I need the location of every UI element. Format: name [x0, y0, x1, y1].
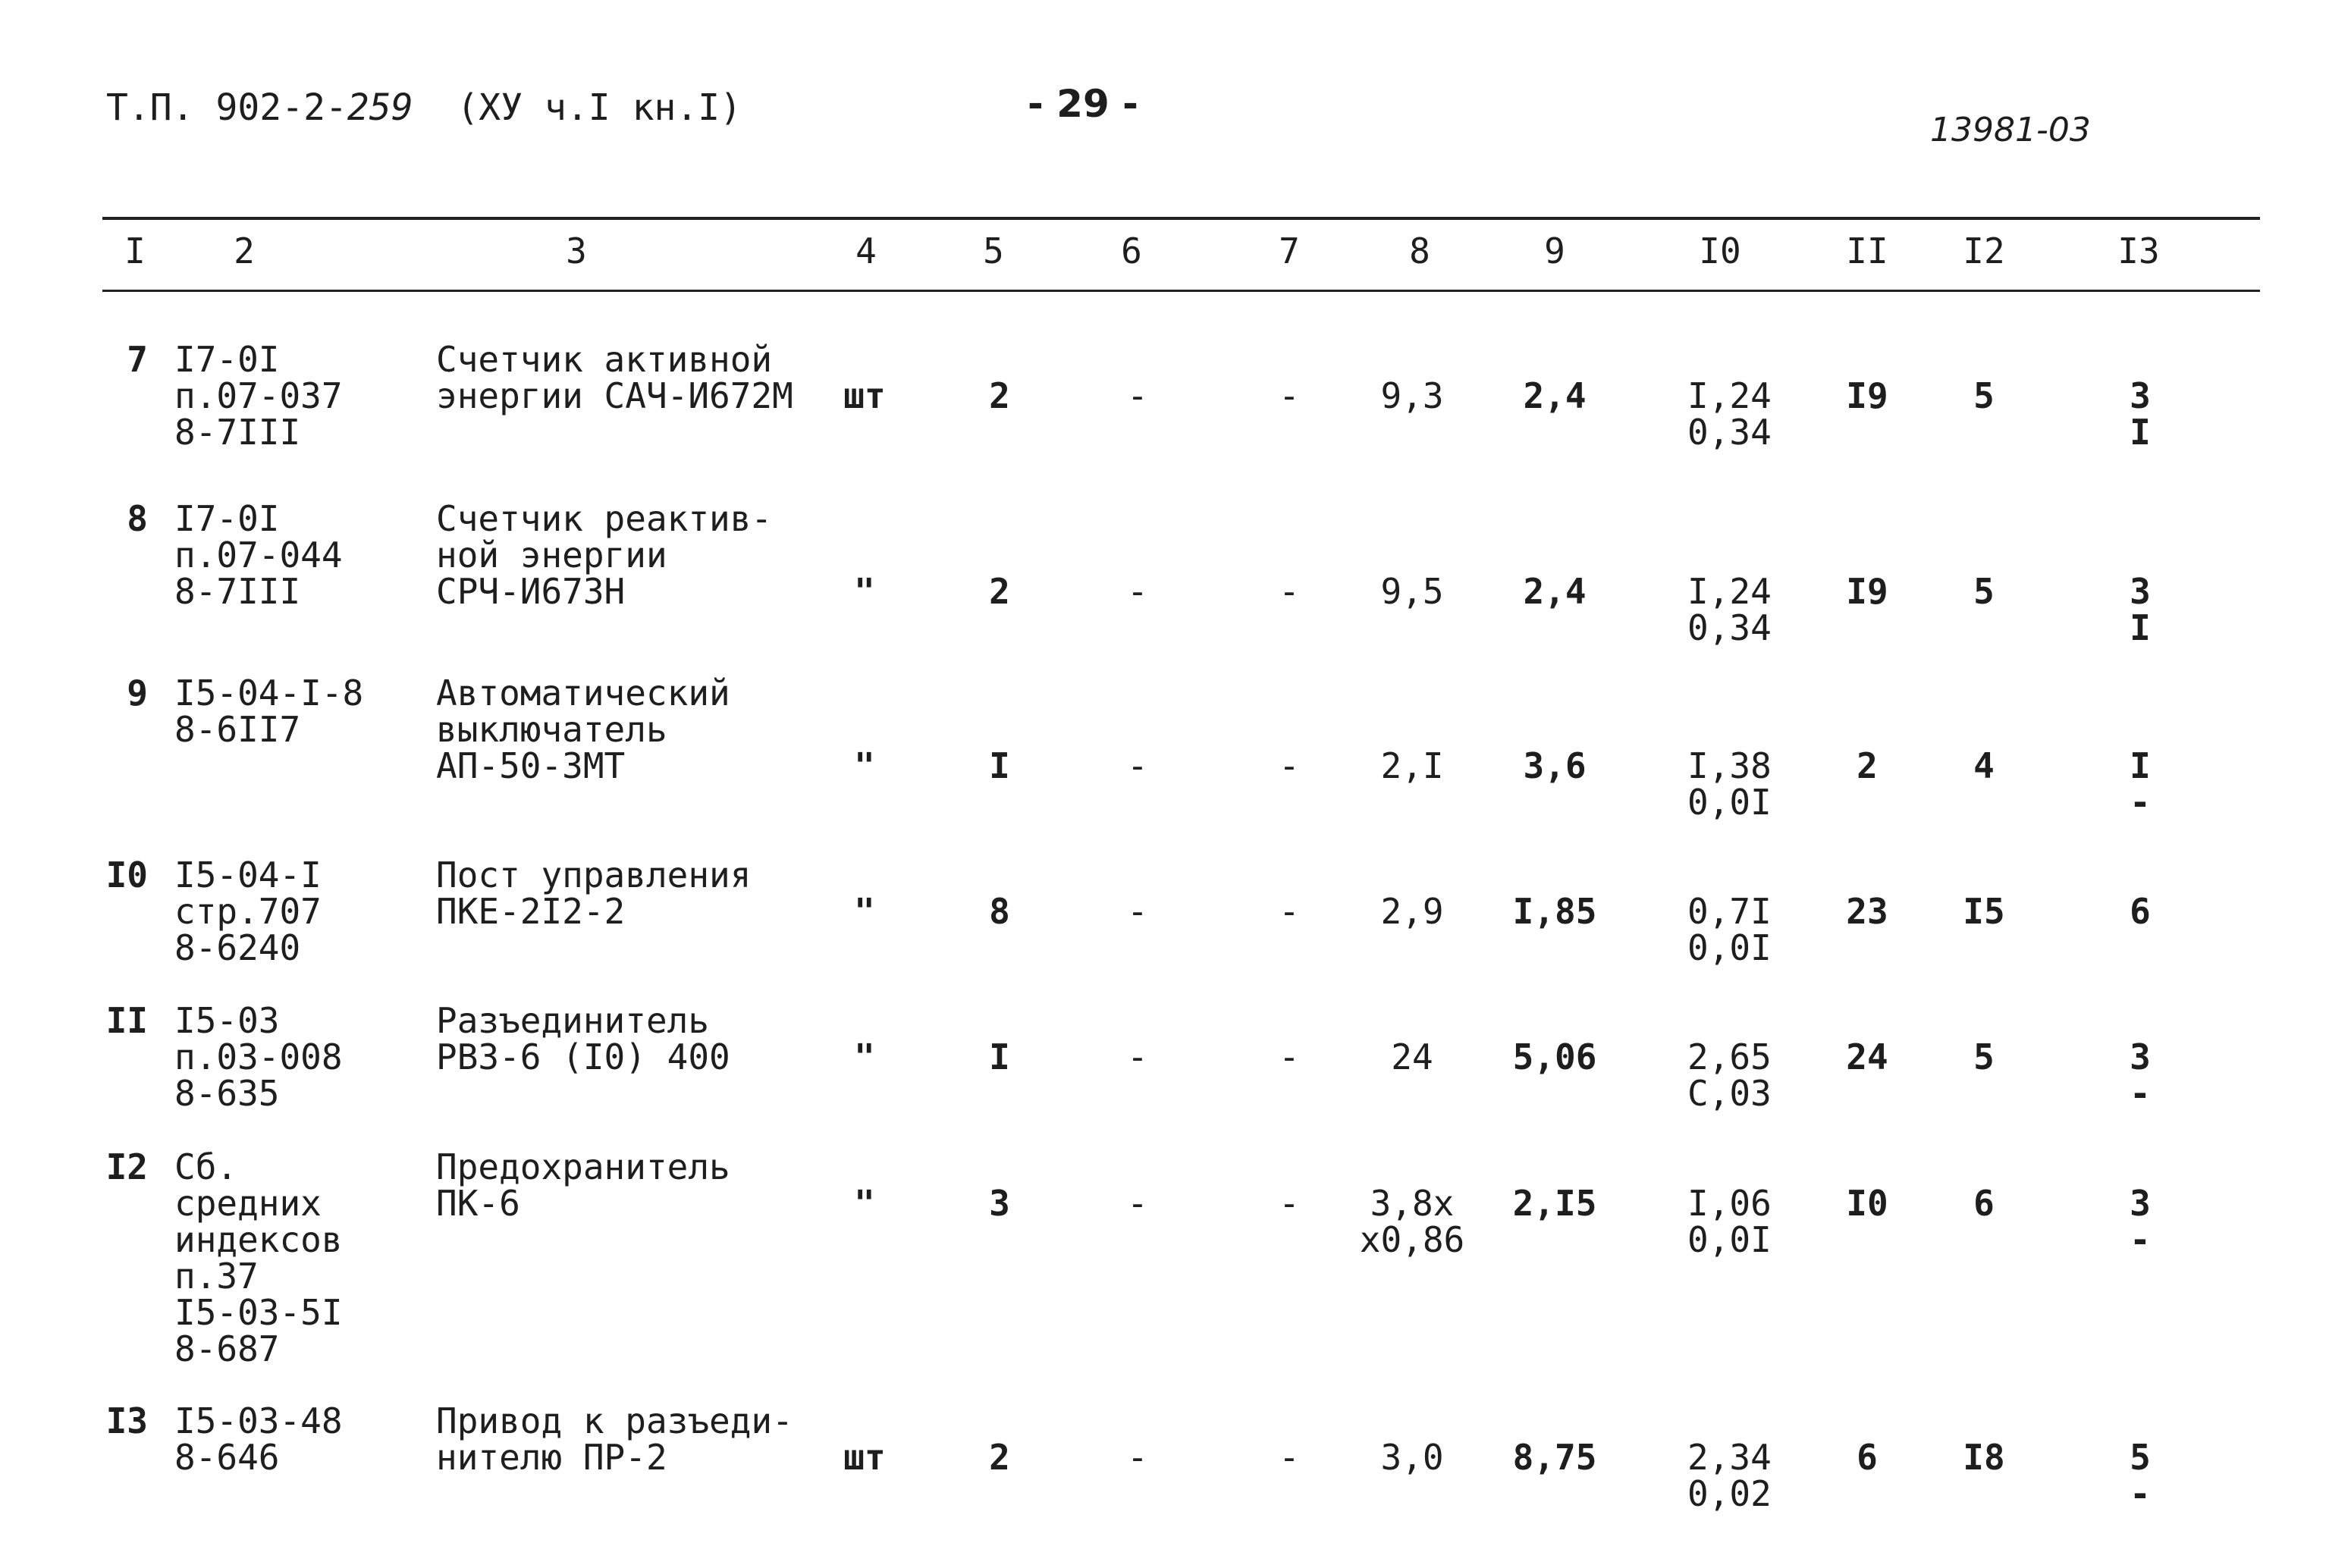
cell-name — [436, 1146, 730, 1224]
cell-c9 — [1512, 1036, 1597, 1077]
column-header: 3 — [566, 230, 587, 271]
page-number: - 29 - — [1028, 82, 1138, 126]
doc-ref-text: Т.П. 902-2- — [106, 86, 347, 129]
cell-code — [174, 1002, 343, 1112]
cell-num — [105, 1146, 148, 1187]
cell-c7 — [1279, 1036, 1300, 1077]
cell-c9 — [1512, 1183, 1597, 1224]
cell-line: " — [854, 891, 875, 932]
cell-c9 — [1512, 1437, 1597, 1478]
cell-c7 — [1279, 893, 1300, 930]
cell-line: 24 — [1391, 1036, 1433, 1077]
cell-line: 0,7I — [1687, 891, 1772, 932]
cell-line: РВЗ-6 (I0) 400 — [436, 1036, 730, 1077]
cell-c7 — [1279, 745, 1300, 786]
cell-line: 3 — [989, 1183, 1010, 1224]
cell-line: - — [1279, 891, 1300, 932]
cell-unit — [843, 1437, 886, 1478]
cell-line: - — [1127, 375, 1148, 416]
cell-line: 23 — [1846, 891, 1888, 932]
table-top-rule — [102, 217, 2260, 220]
cell-c8 — [1380, 745, 1444, 786]
cell-name — [436, 341, 793, 414]
cell-unit — [854, 893, 875, 930]
cell-line: 3 — [2130, 571, 2151, 612]
cell-line: - — [1279, 745, 1300, 786]
cell-line: 8-7III — [174, 571, 301, 612]
cell-line: I9 — [1846, 375, 1888, 416]
cell-line: I3 — [105, 1400, 148, 1441]
cell-line: п.03-008 — [174, 1036, 343, 1077]
cell-line: 0,34 — [1687, 607, 1772, 648]
cell-line: СРЧ-И673Н — [436, 571, 626, 612]
cell-line: АП-50-3МТ — [436, 745, 626, 786]
cell-c11 — [1846, 375, 1888, 416]
cell-name — [436, 500, 772, 610]
cell-line: I,06 — [1687, 1183, 1772, 1224]
cell-qty — [989, 893, 1010, 930]
cell-line: 5 — [1973, 571, 1995, 612]
cell-qty — [989, 375, 1010, 416]
cell-line: Пост управления — [436, 855, 752, 895]
cell-c10 — [1687, 1036, 1772, 1114]
cell-qty — [989, 1183, 1010, 1224]
cell-unit — [854, 745, 875, 786]
cell-line: - — [1127, 1437, 1148, 1478]
column-header: I — [124, 230, 146, 271]
cell-line: I,24 — [1687, 571, 1772, 612]
cell-line: х0,86 — [1359, 1219, 1465, 1260]
cell-line: ПК-6 — [436, 1183, 520, 1224]
column-header: 8 — [1409, 230, 1430, 271]
cell-line: I0 — [1846, 1183, 1888, 1224]
cell-line: I,24 — [1687, 375, 1772, 416]
cell-line: - — [1279, 1183, 1300, 1224]
cell-line: 5 — [1973, 375, 1995, 416]
cell-line: I0 — [105, 855, 148, 895]
cell-c12 — [1973, 1036, 1995, 1077]
cell-c7 — [1279, 573, 1300, 610]
cell-c13 — [2130, 745, 2151, 823]
cell-line: 6 — [1857, 1437, 1878, 1478]
cell-line: 8-635 — [174, 1073, 280, 1114]
cell-line: Разъединитель — [436, 1000, 710, 1041]
cell-code — [174, 857, 322, 966]
cell-c8 — [1360, 1185, 1464, 1258]
cell-line: " — [854, 745, 875, 786]
cell-line: выключатель — [436, 709, 667, 750]
cell-c11 — [1846, 893, 1888, 930]
document-reference — [106, 86, 742, 129]
cell-line: 0,0I — [1687, 782, 1772, 823]
column-header: II — [1846, 230, 1888, 271]
cell-line: стр.707 — [174, 891, 322, 932]
cell-c10 — [1687, 893, 1772, 966]
cell-c13 — [2130, 1439, 2151, 1512]
cell-c8 — [1380, 375, 1444, 416]
cell-name — [436, 1400, 793, 1478]
cell-line: - — [1127, 891, 1148, 932]
cell-unit — [854, 1036, 875, 1077]
archive-code: 13981-03 — [1930, 111, 2091, 149]
cell-c12 — [1973, 1183, 1995, 1224]
cell-line: I — [989, 1036, 1010, 1077]
cell-line: II — [105, 1000, 148, 1041]
cell-c10 — [1687, 375, 1772, 453]
cell-line: 2 — [989, 571, 1010, 612]
cell-line: 8-6II7 — [174, 709, 301, 750]
cell-c7 — [1279, 375, 1300, 416]
cell-line: индексов — [174, 1219, 343, 1260]
cell-c6 — [1127, 745, 1148, 786]
cell-c11 — [1846, 573, 1888, 610]
cell-line: 7 — [127, 339, 148, 380]
cell-line: - — [2130, 1073, 2151, 1114]
cell-line: ной энергии — [436, 535, 667, 575]
cell-num — [127, 675, 148, 711]
cell-line: 3,6 — [1523, 745, 1587, 786]
cell-line: 9,5 — [1380, 571, 1444, 612]
cell-c12 — [1973, 375, 1995, 416]
cell-line: - — [1127, 1036, 1148, 1077]
cell-line: 2 — [989, 1437, 1010, 1478]
column-header: 2 — [234, 230, 255, 271]
cell-c12 — [1963, 893, 2004, 930]
cell-c7 — [1279, 1183, 1300, 1224]
column-header: 9 — [1544, 230, 1565, 271]
cell-unit — [854, 573, 875, 610]
cell-line: I5-03-5I — [174, 1292, 343, 1333]
cell-c11 — [1846, 1183, 1888, 1224]
cell-num — [127, 341, 148, 378]
cell-line: 2,34 — [1687, 1437, 1772, 1478]
cell-line: " — [854, 1183, 875, 1224]
cell-line: - — [2130, 782, 2151, 823]
cell-line: 2 — [1857, 745, 1878, 786]
cell-line: 2,9 — [1380, 891, 1444, 932]
doc-ref-handwritten: 259 — [347, 86, 413, 129]
cell-line: Автоматический — [436, 673, 730, 713]
cell-line: 2,4 — [1523, 571, 1587, 612]
cell-qty — [989, 1036, 1010, 1077]
cell-c6 — [1127, 893, 1148, 930]
cell-c13 — [2130, 573, 2151, 646]
cell-line: I5-03 — [174, 1000, 280, 1041]
cell-line: I5 — [1963, 891, 2005, 932]
cell-line: I,38 — [1687, 745, 1772, 786]
cell-c8 — [1380, 893, 1443, 930]
cell-c10 — [1687, 573, 1772, 646]
cell-qty — [989, 573, 1010, 610]
cell-line: - — [1279, 571, 1300, 612]
cell-line: - — [1279, 375, 1300, 416]
cell-line: 5 — [1973, 1036, 1995, 1077]
cell-c11 — [1857, 745, 1878, 786]
cell-num — [105, 1400, 148, 1441]
column-header: I0 — [1699, 230, 1741, 271]
cell-line: 9 — [127, 673, 148, 713]
cell-line: I5-04-I-8 — [174, 673, 364, 713]
cell-line: 5,06 — [1512, 1036, 1597, 1077]
cell-line: 2,65 — [1687, 1036, 1772, 1077]
cell-c8 — [1380, 573, 1443, 610]
cell-line: нителю ПР-2 — [436, 1437, 667, 1478]
cell-line: - — [1127, 745, 1148, 786]
column-header: 5 — [983, 230, 1004, 271]
column-header: I3 — [2117, 230, 2160, 271]
cell-name — [436, 857, 751, 930]
cell-line: I9 — [1846, 571, 1888, 612]
cell-line: - — [2130, 1473, 2151, 1514]
cell-c12 — [1973, 745, 1995, 786]
cell-c10 — [1687, 1439, 1772, 1512]
column-header: 6 — [1121, 230, 1142, 271]
cell-line: - — [1127, 571, 1148, 612]
column-header: 7 — [1279, 230, 1300, 271]
cell-c6 — [1127, 573, 1148, 610]
cell-num — [106, 857, 148, 893]
cell-line: 6 — [1973, 1183, 1995, 1224]
cell-num — [127, 500, 148, 537]
cell-c10 — [1687, 745, 1772, 823]
cell-name — [436, 1002, 730, 1075]
cell-line: 24 — [1846, 1036, 1888, 1077]
cell-code — [174, 1146, 343, 1369]
cell-line: 8-7III — [174, 412, 301, 453]
cell-line: 2,4 — [1523, 375, 1587, 416]
cell-line: Счетчик активной — [436, 339, 773, 380]
cell-line: Предохранитель — [436, 1146, 730, 1187]
cell-line: 2,I5 — [1512, 1183, 1597, 1224]
cell-line: 3 — [2130, 1036, 2151, 1077]
cell-line: 2 — [989, 375, 1010, 416]
cell-line: п.07-037 — [174, 375, 343, 416]
cell-line: 8-646 — [174, 1437, 280, 1478]
cell-qty — [989, 1437, 1010, 1478]
cell-line: п.37 — [174, 1256, 259, 1297]
cell-c13 — [2130, 893, 2151, 930]
cell-line: I8 — [1963, 1437, 2005, 1478]
cell-c13 — [2130, 375, 2151, 453]
cell-line: средних — [174, 1183, 322, 1224]
cell-unit — [854, 1183, 875, 1224]
cell-line: 3,0 — [1380, 1437, 1444, 1478]
cell-line: п.07-044 — [174, 535, 343, 575]
cell-line: С,03 — [1687, 1073, 1772, 1114]
column-header: 4 — [855, 230, 877, 271]
cell-line: 8-687 — [174, 1328, 280, 1369]
cell-line: 3,8х — [1370, 1183, 1455, 1224]
cell-line: - — [1127, 1183, 1148, 1224]
cell-line: 0,34 — [1687, 412, 1772, 453]
cell-line: I5-03-48 — [174, 1400, 343, 1441]
cell-line: 8 — [989, 891, 1010, 932]
cell-c9 — [1523, 375, 1587, 416]
cell-line: 2,I — [1380, 745, 1444, 786]
cell-c6 — [1127, 1183, 1148, 1224]
cell-code — [174, 1400, 343, 1478]
cell-line: 0,0I — [1687, 1219, 1772, 1260]
cell-line: 0,0I — [1687, 927, 1772, 968]
column-header: I2 — [1963, 230, 2005, 271]
cell-line: 8-6240 — [174, 927, 301, 968]
cell-c11 — [1846, 1036, 1888, 1077]
cell-line: I — [2130, 607, 2151, 648]
cell-line: 0,02 — [1687, 1473, 1772, 1514]
cell-c8 — [1380, 1437, 1444, 1478]
cell-line: - — [1279, 1437, 1300, 1478]
cell-line: 6 — [2130, 891, 2151, 932]
cell-line: Привод к разъеди- — [436, 1400, 793, 1441]
cell-code — [174, 675, 363, 748]
cell-c11 — [1857, 1437, 1878, 1478]
cell-num — [106, 1002, 148, 1039]
table-header-rule — [102, 290, 2260, 292]
cell-line: I — [2130, 745, 2151, 786]
cell-line: Сб. — [174, 1146, 238, 1187]
cell-line: I2 — [105, 1146, 148, 1187]
cell-line: I5-04-I — [174, 855, 322, 895]
cell-c6 — [1127, 375, 1148, 416]
cell-line: I — [989, 745, 1010, 786]
cell-line: I7-0I — [174, 339, 280, 380]
doc-part: (ХУ ч.I кн.I) — [457, 86, 742, 129]
cell-unit — [843, 375, 886, 416]
cell-line: I,85 — [1512, 891, 1597, 932]
cell-c12 — [1973, 573, 1995, 610]
cell-line: I7-0I — [174, 498, 280, 539]
cell-line: " — [854, 571, 875, 612]
cell-c6 — [1127, 1036, 1148, 1077]
cell-qty — [989, 745, 1010, 786]
cell-line: - — [2130, 1219, 2151, 1260]
cell-line: шт — [843, 375, 886, 416]
cell-line: 3 — [2130, 1183, 2151, 1224]
cell-line: энергии САЧ-И672М — [436, 375, 793, 416]
cell-code — [174, 339, 343, 453]
cell-line: 4 — [1973, 745, 1995, 786]
cell-c8 — [1391, 1036, 1433, 1077]
cell-c10 — [1687, 1185, 1772, 1258]
cell-c6 — [1127, 1437, 1148, 1478]
cell-name — [436, 675, 730, 784]
cell-line: Счетчик реактив- — [436, 498, 773, 539]
cell-c7 — [1279, 1437, 1300, 1478]
cell-line: 8,75 — [1512, 1437, 1597, 1478]
cell-code — [174, 500, 343, 610]
cell-line: ПКЕ-2I2-2 — [436, 891, 626, 932]
cell-line: 5 — [2130, 1437, 2151, 1478]
cell-c13 — [2130, 1185, 2151, 1258]
cell-line: шт — [843, 1437, 886, 1478]
cell-line: 3 — [2130, 375, 2151, 416]
cell-line: - — [1279, 1036, 1300, 1077]
cell-c9 — [1513, 893, 1597, 930]
cell-line: " — [854, 1036, 875, 1077]
cell-line: 8 — [127, 498, 148, 539]
cell-line: 9,3 — [1380, 375, 1444, 416]
cell-line: I — [2130, 412, 2151, 453]
cell-c13 — [2130, 1036, 2151, 1114]
cell-c12 — [1963, 1437, 2005, 1478]
cell-c9 — [1523, 745, 1587, 786]
cell-c9 — [1523, 573, 1586, 610]
